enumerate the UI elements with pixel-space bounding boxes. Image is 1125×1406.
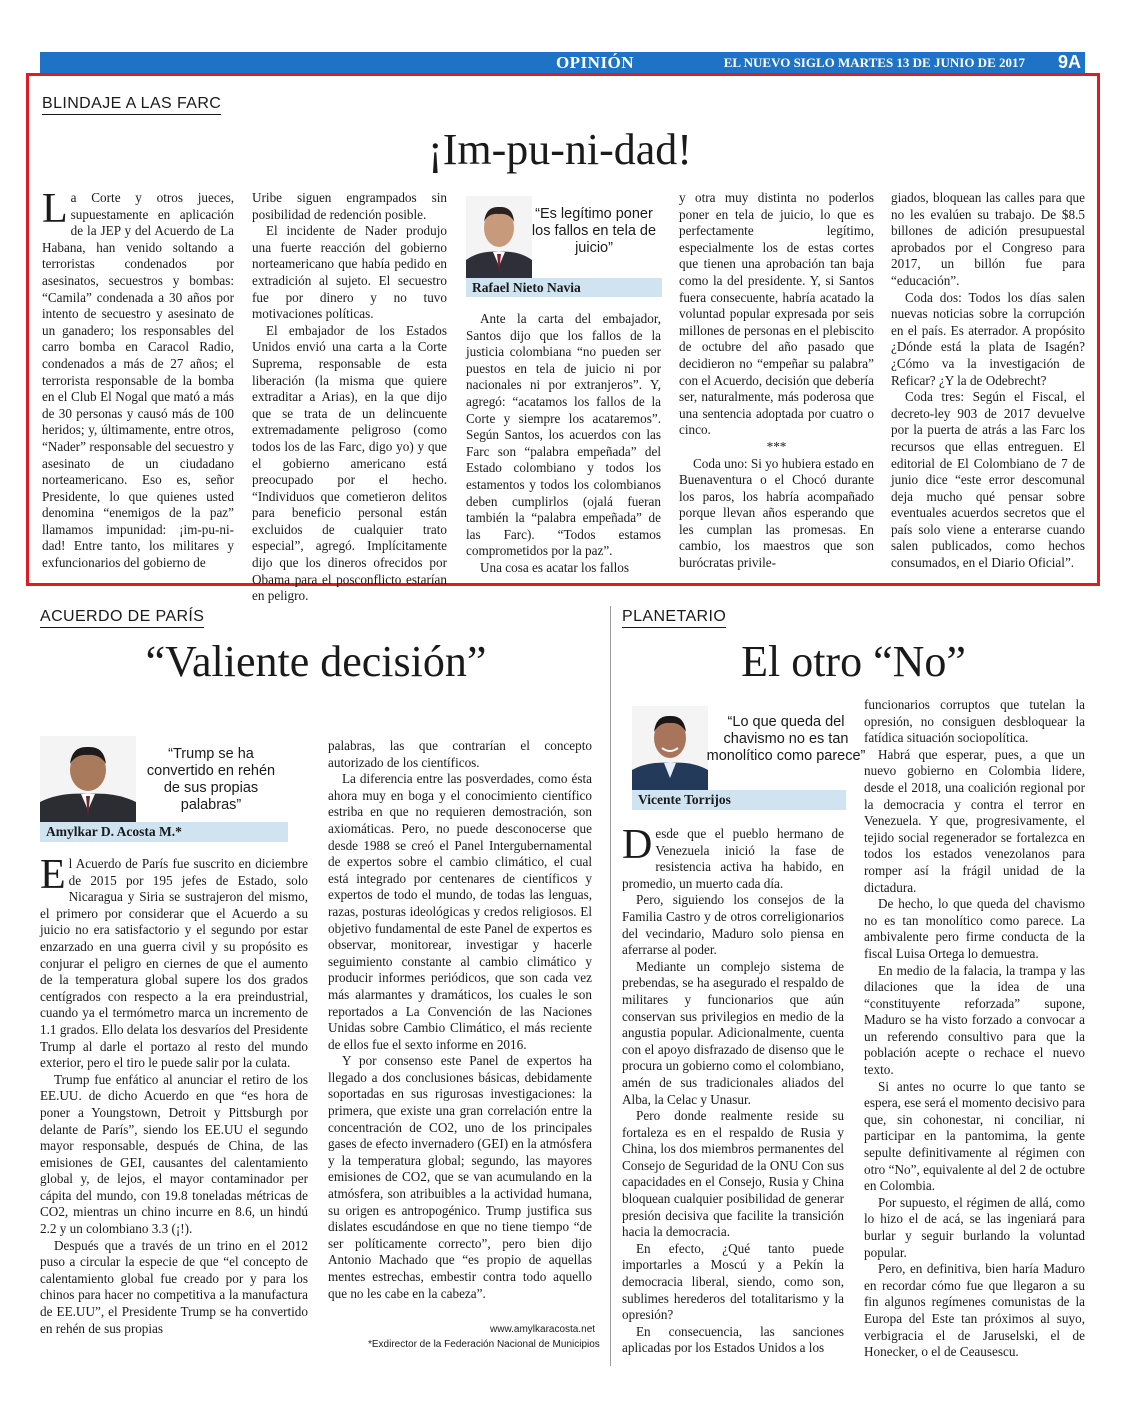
article1-byline: Rafael Nieto Navia — [466, 278, 662, 297]
section-header-bar — [40, 52, 1085, 74]
separator-stars: *** — [766, 438, 787, 454]
article1-column-3 — [466, 311, 661, 577]
article2-pullquote: “Trump se ha convertido en rehén de sus propias palabras” — [146, 746, 276, 813]
article1-dropcap: L — [42, 186, 68, 232]
article1-pullquote: “Es legítimo poner los fallos en tela de juicio” — [531, 206, 657, 256]
author-photo-amylkar — [40, 736, 136, 822]
paragraph: Coda tres: Según el Fiscal, el decreto-ley 903 de 2017 devuelve por la puerta de atrás a las Farc los recursos que ellas entreguen. El editorial de El Colombiano de 7 de junio dice “este error descomunal deja mucho qué pensar sobre eventuales acuerdos secretos que el país solo viene a enterarse cuando salen publicados, como hechos consumados, en el Diario Oficial”. — [891, 389, 1085, 571]
paragraph: El incidente de Nader produjo una fuerte reacción del gobierno norteamericano que había pedido en extradición al sujeto. El secuestro fue por dinero y no tuvo motivaciones políticas. — [252, 223, 447, 322]
article3-kicker: PLANETARIO — [622, 608, 726, 628]
paragraph: Ante la carta del embajador, Santos dijo que los fallos de la justicia colombiana “no pueden ser puestos en tela de juicio ni por nacionales ni por extranjeros”. Y, agregó: “acatamos los fallos de la Corte y siempre los acataremos”. Según Santos, los acuerdos con las Farc son “palabra empeñada” del Estado colombiano y todos los estamentos y todos los colombianos deben cumplirlos (ojalá fueran también la “palabra empeñada” de las Farc). “Todos estamos comprometidos por la paz”. — [466, 311, 661, 559]
paragraph: El embajador de los Estados Unidos envió una carta a la Corte Suprema, responsable de esta liberación (la misma que quiere extraditar a Arias), en la que dijo que se trata de un delincuente extremadamente peligroso (como todos los de las Farc, digo yo) y que el gobierno americano está preocupado por el hecho. “Individuos que cometieron delitos para beneficio personal están excluidos de cualquier trato especial”, agregó. Implícitamente dijo que los dineros ofrecidos por Obama para el posconflicto estarían en peligro. — [252, 322, 447, 604]
paragraph: En consecuencia, las sanciones aplicadas por los Estados Unidos a los — [622, 1323, 844, 1356]
article2-headline: “Valiente decisión” — [145, 637, 487, 686]
paragraph: Una cosa es acatar los fallos — [480, 559, 630, 575]
author-photo-vicente — [632, 706, 708, 790]
paper-date: EL NUEVO SIGLO MARTES 13 DE JUNIO DE 2017 — [723, 55, 1025, 70]
page-number: 9A — [1057, 52, 1081, 72]
section-title: OPINIÓN — [555, 53, 635, 72]
article1-headline: ¡Im-pu-ni-dad! — [428, 125, 692, 174]
article1-column-2 — [252, 190, 447, 605]
article3-col1-text: esde que el pueblo hermano de Venezuela inició la fase de resistencia activa ha habido, en promedio, un muerto cada día. — [622, 826, 844, 891]
article1-column-4 — [679, 190, 874, 572]
paragraph: Uribe siguen engrampados sin posibilidad de redención posible. — [252, 190, 447, 222]
article2-col1-text: l Acuerdo de París fue suscrito en diciembre de 2015 por 195 jefes de Estado, solo Nicaragua y Siria se sustrajeron del mismo, el primero por considerar que el Acuerdo a su juicio no era satisfactorio y el segundo por estar enzarzado en una guerra civil y su propósito es conjurar el peligro en ciernes de que el aumento de la temperatura global supere los dos grados centígrados con respecto a la era preindustrial, cuando ya el termómetro marca un incremento de 1.1 grados. Ello delata los desvaríos del Presidente Trump al darle el portazo al resto del mundo exterior, pero el tiro le puede salir por la culata. — [40, 856, 308, 1071]
article2-byline: Amylkar D. Acosta M.* — [40, 822, 288, 842]
article1-kicker: BLINDAJE A LAS FARC — [42, 95, 221, 115]
article1-column-5 — [891, 190, 1085, 572]
article3-headline: El otro “No” — [741, 637, 966, 686]
paragraph: Mediante un complejo sistema de prebendas, se ha asegurado el respaldo de militares y funcionarios que aún conservan sus privilegios en medio de la angustia popular. Adicionalmente, cuenta con el apoyo disfrazado de disenso que le procura un gobierno como el colombiano, amén de sus tradicionales aliados del Alba, la Celac y Unasur. — [622, 958, 844, 1107]
paragraph: Coda dos: Todos los días salen nuevas noticias sobre la corrupción en el país. Es aterrador. A propósito ¿Dónde está la plata de Isagén? ¿Cómo va la investigación de Reficar? ¿Y la de Odebrecht? — [891, 289, 1085, 388]
article1-col1-text: a Corte y otros jueces, supuestamente en aplicación de la JEP y del Acuerdo de La Habana, han venido soltando a terroristas condenados por asesinatos, secuestros y bombas: “Camila” condenada a 30 años por intento de secuestro y asesinato de un ganadero; los responsables del carro bomba en Caracol Radio, condenados a más de 27 años; el terrorista responsable de la bomba en el Club El Nogal que mató a más de 30 personas y causó más de 100 heridos; y, últimamente, entre otros, “Nader” responsable del secuestro y asesinato de un ciudadano norteamericano. Eso es, señor Presidente, lo que quienes usted denomina “enemigos de la paz” llamamos impunidad: ¡im-pu-ni-dad! Entre tanto, los militares y exfuncionarios del gobierno de — [42, 190, 234, 571]
paragraph: funcionarios corruptos que tutelan la opresión, no consiguen desbloquear la fatídica situación sociopolítica. — [864, 697, 1085, 746]
article3-pullquote: “Lo que queda del chavismo no es tan monolítico como parece” — [706, 714, 866, 764]
paragraph: En medio de la falacia, la trampa y las dilaciones que la idea de una “constituyente reforzada” supone, Maduro se ha visto forzado a convocar a un referendo consultivo para que la población acepte o rechace el nuevo texto. — [864, 962, 1085, 1078]
paragraph: y otra muy distinta no poderlos poner en tela de juicio, lo que es perfectamente legítimo, especialmente los de estas cortes que tienen una aprobación tan baja como la del presidente. Y, si Santos fuera consecuente, habría acatado la voluntad popular expresada por seis millones de personas en el plebiscito de octubre del año pasado que decidieron no “empeñar su palabra” con el Acuerdo, decisión que debería ser, naturalmente, más poderosa que una sentencia adoptada por cuatro o cinco. — [679, 190, 874, 438]
paragraph: Pero, siguiendo los consejos de la Familia Castro y de otros correligionarios del vecindario, Maduro solo piensa en aferrarse al poder. — [622, 892, 844, 958]
author-photo-rafael — [466, 196, 532, 278]
article2-column-2 — [328, 738, 592, 1302]
column-divider — [610, 606, 611, 1366]
paragraph: Pero donde realmente reside su fortaleza es en el respaldo de Rusia y China, los dos miembros permanentes del Consejo de Seguridad de la ONU Con sus capacidades en el Consejo, Rusia y China bloquean cualquier posibilidad de generar presión decisiva que facilite la transición hacia la democracia. — [622, 1108, 844, 1240]
article1-column-1 — [42, 186, 234, 572]
paragraph: Habrá que esperar, pues, a que un nuevo gobierno en Colombia lidere, desde el 2018, una coalición regional por la democracia y contra el terror en Venezuela. Y que, progresivamente, el tejido social regenerador se fortalezca en todos los estados venezolanos para romper así la frágil unidad de la dictadura. — [864, 746, 1085, 895]
paragraph: giados, bloquean las calles para que no les evalúen su trabajo. De $8.5 billones de adición presupuestal aprobados por el Congreso para 2017, un billón fue para “educación”. — [891, 190, 1085, 288]
paragraph: Coda uno: Si yo hubiera estado en Buenaventura o el Chocó durante los paros, los habría acompañado porque llevan años esperando que les cumplan las promesas. En cambio, los maestros que son burócratas privile- — [679, 455, 874, 571]
paragraph: Si antes no ocurre lo que tanto se espera, ese será el momento decisivo para que, sin cohonestar, ni conciliar, ni participar en la pantomima, la gente sepulte definitivamente al régimen con otro “No”, equivalente al del 2 de octubre en Colombia. — [864, 1078, 1085, 1194]
paragraph: Pero, en definitiva, bien haría Maduro en recordar cómo fue que llegaron a su fin algunos regímenes comunistas de la Europa del Este tan próximos al suyo, verbigracia el de Jaruselski, el de Honecker, o el de Ceausescu. — [864, 1261, 1085, 1360]
paragraph: Por supuesto, el régimen de allá, como lo hizo el de acá, se las ingeniará para burlar y seguir burlando la voluntad popular. — [864, 1194, 1085, 1260]
article3-column-2 — [864, 697, 1085, 1361]
article2-kicker: ACUERDO DE PARÍS — [40, 608, 204, 628]
paragraph: La diferencia entre las posverdades, como ésta ahora muy en boga y el conocimiento científico estriba en que no requieren demostración, son axiomáticas. Pero, no puede desconocerse que desde 1988 se creó el Panel Intergubernamental de expertos sobre el cambio climático, el cual está integrado por centenares de científicos y expertos de todo el mundo, de todas las lenguas, razas, posturas ideológicas y credos religiosos. El objetivo fundamental de este Panel de expertos es observar, monitorear, investigar y hacerle seguimiento constante al cambio climático y producir informes periódicos, que son cada vez más alarmantes y dramáticos, los cuales le son reportados a La Convención de las Naciones Unidas sobre Cambio Climático, el más reciente de ellos fue el sexto informe en 2016. — [328, 771, 592, 1052]
paragraph: En efecto, ¿Qué tanto puede importarles a Moscú y a Pekín la democracia liberal, siendo, como son, sublimes herederos del totalitarismo y la opresión? — [622, 1240, 844, 1323]
article3-column-1 — [622, 822, 844, 1357]
paragraph: Después que a través de un trino en el 2012 puso a circular la especie de que “el concepto de calentamiento global fue creado por y para los chinos para hacer no competitiva a la manufactura de EE.UU”, el Presidente Trump se ha convertido en rehén de sus propias — [40, 1237, 308, 1336]
article3-dropcap: D — [622, 822, 653, 868]
paragraph: Y por consenso este Panel de expertos ha llegado a dos conclusiones básicas, debidamente soportadas en sus rigurosas investigaciones: la primera, que existe una gran correlación entre la concentración de CO2, uno de los principales gases de efecto invernadero (GEI) en la atmósfera y la temperatura global; segundo, las mayores emisiones de CO2, que se van acumulando en la atmósfera, son atribuibles a la actividad humana, su origen es antropogénico. Trump justifica sus dislates escudándose en que no tiene tiempo “de ser políticamente correcto”, pero bien dijo Antonio Machado que “es propio de aquellas mentes estrechas, embestir contra todo aquello que no les cabe en la cabeza”. — [328, 1053, 592, 1301]
article2-column-1 — [40, 852, 308, 1337]
article3-byline: Vicente Torrijos — [632, 790, 846, 810]
paragraph: palabras, las que contrarían el concepto autorizado de los científicos. — [328, 738, 592, 770]
author-website: www.amylkaracosta.net — [490, 1324, 596, 1335]
article2-dropcap: E — [40, 852, 66, 898]
author-footnote: *Exdirector de la Federación Nacional de Municipios — [368, 1339, 600, 1350]
paragraph: De hecho, lo que queda del chavismo no es tan monolítico como parece. La ambivalente pero firme conducta de la fiscal Luisa Ortega lo demuestra. — [864, 896, 1085, 961]
paragraph: Trump fue enfático al anunciar el retiro de los EE.UU. de dicho Acuerdo en que “es hora de poner a Youngstown, Detroit y Pittsburgh por delante de París”, siendo los EE.UU el segundo mayor responsable, después de China, de las emisiones de GEI, causantes del calentamiento global y, de lejos, el mayor contaminador per cápita del mundo, con 19.8 toneladas métricas de CO2, mientras un chino incurre en 8.6, un hindú 2.2 y un colombiano 3.3 (¡!). — [40, 1071, 308, 1237]
